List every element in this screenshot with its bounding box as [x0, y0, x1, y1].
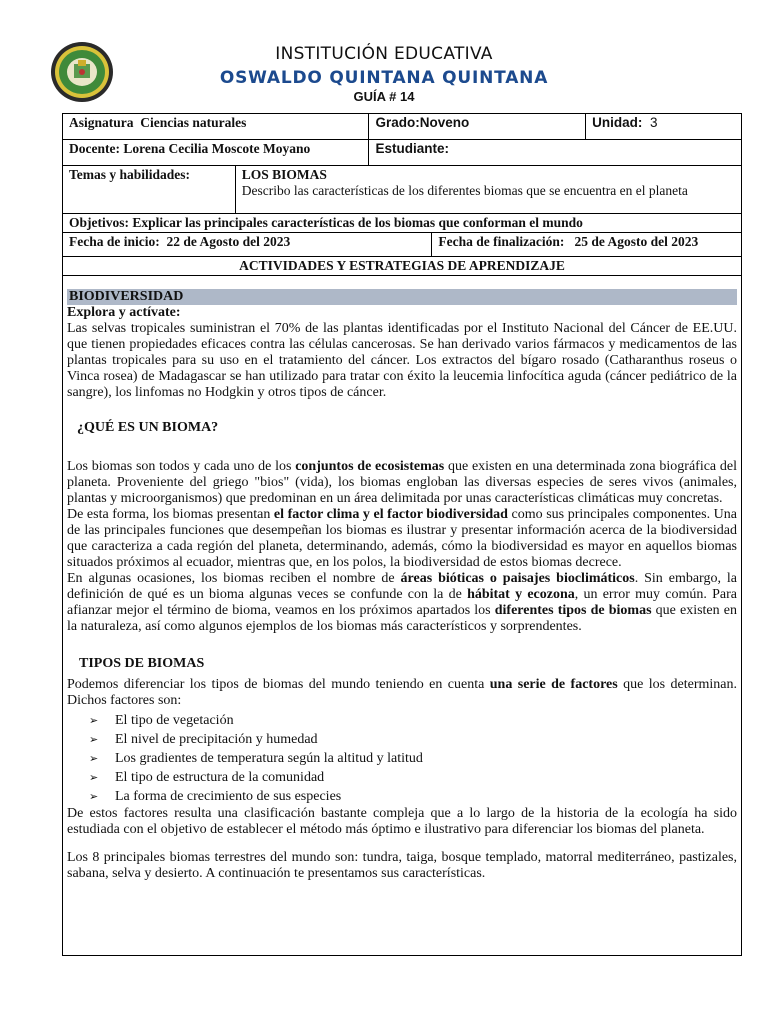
- p3-text-e: , un error muy común. Para afianzar mejor el término de bioma, veamos en los próximos apartados los: [67, 587, 737, 618]
- info-row-topics: [63, 166, 742, 214]
- p3-text-c: . Sin embargo, la definición de qué es un bioma algunas veces se confunde con la de: [67, 571, 737, 602]
- arrow-bullet-icon: ➢: [89, 790, 99, 803]
- info-row-subject: [63, 114, 742, 140]
- unit-value: 3: [649, 115, 658, 130]
- start-date-label: Fecha de inicio:: [69, 234, 160, 249]
- paragraph-biome-names: [67, 571, 737, 635]
- objectives: Objetivos: Explicar las principales características de los biomas que conforman el mundo: [63, 214, 742, 233]
- arrow-bullet-icon: ➢: [89, 714, 99, 727]
- factor-text: El tipo de vegetación: [115, 713, 234, 728]
- p2-bold: el factor clima y el factor biodiversidad: [273, 507, 508, 522]
- start-date-value: 22 de Agosto del 2023: [166, 234, 291, 249]
- institution-name: INSTITUCIÓN EDUCATIVA: [275, 44, 493, 64]
- grade-value: Noveno: [419, 115, 470, 130]
- end-date-label: Fecha de finalización:: [438, 234, 565, 249]
- topics-label-cell: [63, 166, 236, 214]
- list-item: [67, 711, 737, 730]
- list-item: [67, 787, 737, 806]
- question-heading: ¿QUÉ ES UN BIOMA?: [77, 420, 219, 435]
- p3-text-a: En algunas ocasiones, los biomas reciben el nombre de: [67, 571, 401, 586]
- unit-cell: [586, 114, 742, 140]
- factor-text: El tipo de estructura de la comunidad: [115, 770, 325, 785]
- p1-bold: conjuntos de ecosistemas: [295, 459, 445, 474]
- intro-paragraph: Las selvas tropicales suministran el 70% de las plantas identificadas por el Instituto Nacional del Cáncer de EE.UU. que tienen propiedades eficaces contra las células cancerosas. Se han derivado varios fármacos y medicamentos de las plantas tropicales para su uso en el tratamiento del cáncer. Los extractos del bígaro rosado (Catharanthus roseus o Vinca rosea) de Madagascar se han utilizado para tratar con éxito la leucemia linfocítica aguda (cáncer pediátrico de la sangre), los linfomas no Hodgkin y otros tipos de cáncer.: [67, 321, 737, 400]
- p3-bold-b: áreas bióticas o paisajes bioclimáticos: [400, 571, 635, 586]
- factors-list: [67, 711, 737, 806]
- start-date-cell: [63, 233, 432, 257]
- p4-text: Podemos diferenciar los tipos de biomas del mundo teniendo en cuenta: [67, 677, 490, 692]
- info-row-activities: [63, 257, 742, 276]
- activities-title: ACTIVIDADES Y ESTRATEGIAS DE APRENDIZAJE: [63, 257, 742, 276]
- p1-text-end: que existen en una determinada zona biográfica del planeta. Proveniente del griego "bios" (vida), los biomas engloban las diversas especies de seres vivos (animales, plantas y microorganismos) que predominan en un área delimitada por unas características climáticas muy concretas.: [67, 459, 738, 506]
- paragraph-main-biomes: Los 8 principales biomas terrestres del mundo son: tundra, taiga, bosque templado, matorral mediterráneo, pastizales, sabana, selva y desierto. A continuación te presentamos sus características.: [67, 850, 737, 881]
- paragraph-biome-definition: [67, 459, 737, 507]
- subject-label: Asignatura: [69, 115, 134, 130]
- explore-heading: Explora y actívate:: [67, 305, 181, 320]
- content-body: [67, 289, 737, 882]
- unit-label: Unidad:: [592, 115, 643, 130]
- grade-label: Grado:: [375, 115, 420, 130]
- paragraph-factors-intro: [67, 677, 737, 709]
- topics-label: Temas y habilidades:: [69, 167, 191, 182]
- student-label: Estudiante:: [375, 141, 449, 156]
- p3-bold-f: diferentes tipos de biomas: [494, 603, 652, 618]
- p2-text: De esta forma, los biomas presentan: [67, 507, 274, 522]
- factor-text: Los gradientes de temperatura según la altitud y latitud: [115, 751, 423, 766]
- arrow-bullet-icon: ➢: [89, 771, 99, 784]
- p4-text-end: que los determinan. Dichos factores son:: [67, 677, 738, 708]
- subject-value: Ciencias naturales: [140, 115, 247, 130]
- paragraph-biome-components: [67, 507, 737, 571]
- end-date-value: 25 de Agosto del 2023: [574, 234, 699, 249]
- teacher-cell: [63, 140, 369, 166]
- arrow-bullet-icon: ➢: [89, 733, 99, 746]
- topic-description: Describo las características de los diferentes biomas que se encuentra en el planeta: [241, 183, 688, 198]
- section-bar: BIODIVERSIDAD: [67, 289, 737, 305]
- student-cell[interactable]: [369, 140, 742, 166]
- p3-text-g: que existen en la naturaleza, así como algunos ejemplos de los biomas más característicos y sorprendentes.: [67, 603, 737, 634]
- factor-text: La forma de crecimiento de sus especies: [115, 789, 342, 804]
- info-row-teacher: [63, 140, 742, 166]
- subject-cell: [63, 114, 369, 140]
- factor-text: El nivel de precipitación y humedad: [115, 732, 318, 747]
- p4-bold: una serie de factores: [489, 677, 618, 692]
- paragraph-classification: De estos factores resulta una clasificación bastante compleja que a lo largo de la historia de la ecología ha sido estudiada con el objetivo de establecer el método más óptimo e ilustrativo para diferenciar los biomas del planeta.: [67, 806, 737, 837]
- info-row-dates: [63, 233, 742, 257]
- grade-cell: [369, 114, 586, 140]
- info-row-objectives: [63, 214, 742, 233]
- info-table: [62, 113, 742, 276]
- institution-subtitle: OSWALDO QUINTANA QUINTANA: [219, 68, 549, 88]
- list-item: [67, 768, 737, 787]
- topics-cell: [235, 166, 741, 214]
- types-heading: TIPOS DE BIOMAS: [79, 656, 205, 671]
- p1-text: Los biomas son todos y cada uno de los: [67, 459, 296, 474]
- p2-text-end: como sus principales componentes. Una de las principales funciones que desempeñan los biomas es ilustrar y presentar información acerca de la biodiversidad que caracteriza a cada región del planeta, determinando, además, cómo la biodiversidad es mayor en aquellos biomas situados próximos al ecuador, mientras que, en los polos, la biodiversidad de estos biomas decrece.: [67, 507, 737, 570]
- topic-title: LOS BIOMAS: [241, 167, 327, 182]
- p3-bold-d: hábitat y ecozona: [467, 587, 575, 602]
- list-item: [67, 730, 737, 749]
- teacher-label: Docente:: [69, 141, 120, 156]
- guide-number: GUÍA # 14: [353, 89, 415, 104]
- end-date-cell: [432, 233, 742, 257]
- teacher-value: Lorena Cecilia Moscote Moyano: [123, 141, 311, 156]
- list-item: [67, 749, 737, 768]
- arrow-bullet-icon: ➢: [89, 752, 99, 765]
